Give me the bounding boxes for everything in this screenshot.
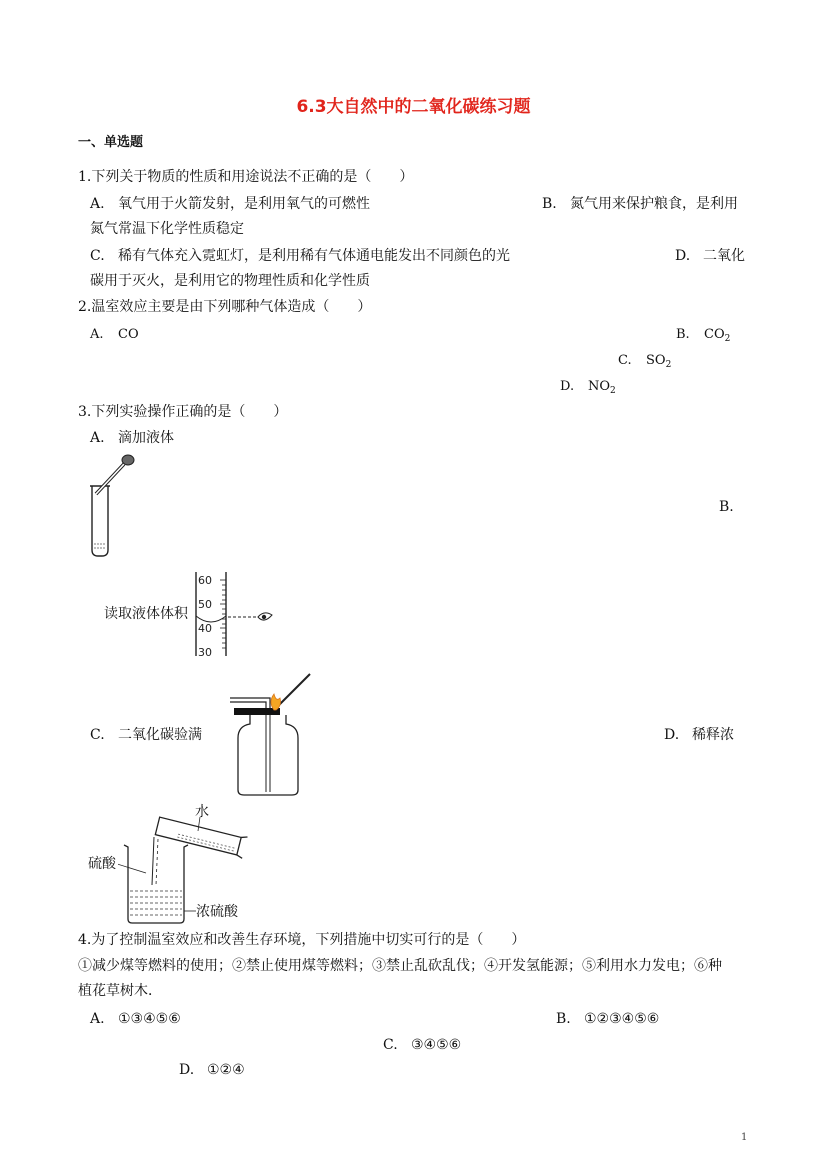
section-heading: 一、单选题	[78, 135, 144, 150]
q4-option-b-letter: B.	[556, 1011, 571, 1027]
q3-option-b[interactable]	[719, 498, 747, 516]
graduated-cylinder-figure	[192, 570, 282, 660]
q2-option-c-letter: C.	[618, 353, 632, 368]
q4-items-line-1: ①减少煤等燃料的使用；②禁止使用煤等燃料；③禁止乱砍乱伐；④开发氢能源；⑤利用水力发电；⑥种	[78, 958, 722, 974]
q2-option-c-text: SO	[646, 353, 666, 368]
q1-option-c-letter: C.	[90, 248, 105, 264]
q2-option-a-text: CO	[118, 327, 139, 342]
q1-option-d-continuation: 碳用于灭火，是利用它的物理性质和化学性质	[90, 273, 370, 289]
q4-option-c-letter: C.	[383, 1037, 398, 1053]
q3-option-a-letter: A.	[90, 430, 105, 446]
q3-option-c[interactable]	[90, 726, 202, 744]
q3-option-d-letter: D.	[664, 727, 680, 743]
figure-d-label-acid: 硫酸	[88, 856, 116, 872]
co2-full-test-figure	[230, 668, 322, 798]
q1-option-c-text: 稀有气体充入霓虹灯，是利用稀有气体通电能发出不同颜色的光	[118, 248, 510, 264]
q2-option-d-letter: D.	[560, 379, 575, 394]
q1-option-d[interactable]	[675, 247, 745, 265]
figure-d-label-water: 水	[195, 804, 209, 820]
q1-option-b-continuation: 氮气常温下化学性质稳定	[90, 221, 244, 237]
q1-option-b-letter: B.	[542, 196, 557, 212]
q2-option-c-subscript: 2	[665, 360, 672, 370]
page-number: 1	[741, 1132, 748, 1143]
dropper-test-tube-figure	[84, 452, 144, 560]
q1-option-d-letter: D.	[675, 248, 691, 264]
q3-option-d-text: 稀释浓	[692, 727, 734, 743]
q4-option-c-text: ③④⑤⑥	[411, 1037, 462, 1053]
question-4-stem: 4.为了控制温室效应和改善生存环境，下列措施中切实可行的是（ ）	[78, 932, 526, 948]
q1-option-d-text: 二氧化	[703, 248, 745, 264]
q4-option-a-text: ①③④⑤⑥	[118, 1011, 181, 1027]
q1-option-a[interactable]	[90, 195, 370, 213]
q4-option-b-text: ①②③④⑤⑥	[584, 1011, 660, 1027]
q4-option-a-letter: A.	[90, 1011, 105, 1027]
q4-items-line-2: 植花草树木．	[78, 983, 162, 999]
q2-option-b-text: CO	[704, 327, 725, 342]
cylinder-tick-label: 40	[198, 622, 212, 635]
q4-option-d[interactable]	[179, 1061, 245, 1079]
cylinder-tick-label: 50	[198, 598, 212, 611]
question-3-stem: 3.下列实验操作正确的是（ ）	[78, 404, 288, 420]
q4-option-c[interactable]	[383, 1036, 461, 1054]
q2-option-d[interactable]	[560, 378, 616, 396]
q4-option-d-text: ①②④	[207, 1062, 245, 1078]
q3-option-d[interactable]	[664, 726, 734, 744]
q1-option-b-text: 氮气用来保护粮食，是利用	[570, 196, 738, 212]
q2-option-d-text: NO	[588, 379, 611, 394]
q1-option-c[interactable]	[90, 247, 510, 265]
q2-option-d-subscript: 2	[610, 386, 616, 396]
q2-option-b-subscript: 2	[724, 334, 731, 344]
q2-option-c[interactable]	[618, 352, 671, 370]
question-1-stem: 1.下列关于物质的性质和用途说法不正确的是（ ）	[78, 169, 414, 185]
q2-option-a[interactable]	[90, 326, 139, 344]
q4-option-a[interactable]	[90, 1010, 181, 1028]
cylinder-tick-label: 30	[198, 646, 212, 659]
q1-option-b[interactable]	[542, 195, 738, 213]
dilution-figure	[118, 815, 250, 925]
question-2-stem: 2.温室效应主要是由下列哪种气体造成（ ）	[78, 299, 372, 315]
q4-option-d-letter: D.	[179, 1062, 195, 1078]
q2-option-b-letter: B.	[676, 327, 690, 342]
page-title: 6.3大自然中的二氧化碳练习题	[296, 97, 531, 117]
figure-d-label-conc: 浓硫酸	[196, 904, 238, 920]
q3-option-b-letter: B.	[719, 499, 734, 515]
q3-option-a-text: 滴加液体	[118, 430, 174, 446]
q3-option-a[interactable]	[90, 429, 174, 447]
q3-option-c-letter: C.	[90, 727, 105, 743]
q2-option-a-letter: A.	[90, 327, 104, 342]
q3-option-c-text: 二氧化碳验满	[118, 727, 202, 743]
q1-option-a-letter: A.	[90, 196, 105, 212]
q2-option-b[interactable]	[676, 326, 730, 344]
figure-b-label: 读取液体体积	[104, 606, 188, 622]
cylinder-tick-label: 60	[198, 574, 212, 587]
q4-option-b[interactable]	[556, 1010, 659, 1028]
q1-option-a-text: 氧气用于火箭发射，是利用氧气的可燃性	[118, 196, 370, 212]
